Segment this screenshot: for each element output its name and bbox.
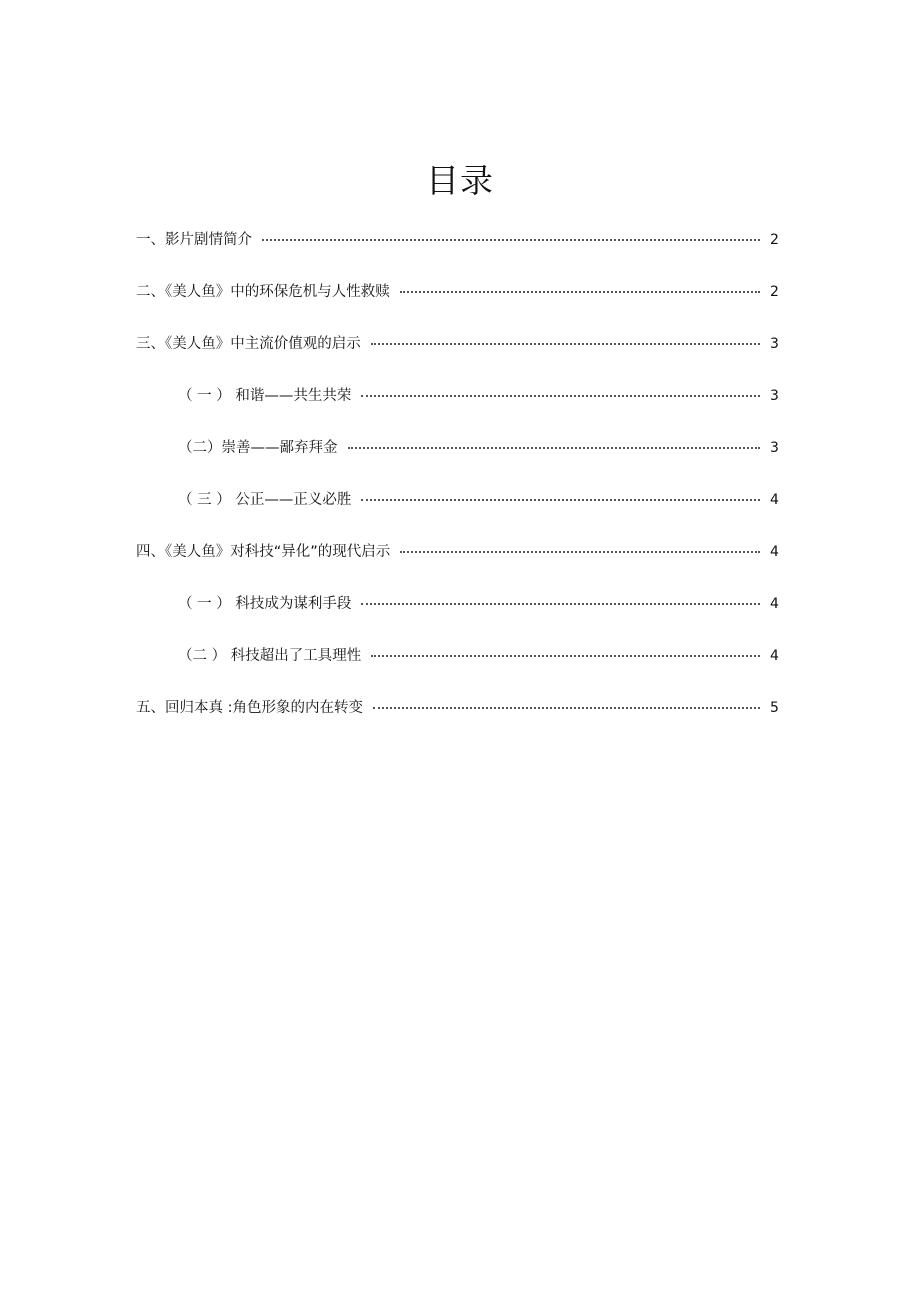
toc-leader-dots	[361, 485, 760, 501]
toc-subentry[interactable]	[136, 434, 778, 486]
toc-entry-text: （ 一 ） 和谐——共生共荣	[178, 388, 352, 404]
toc-page-number: 2	[770, 284, 779, 300]
toc-page-number: 3	[770, 336, 779, 352]
toc-page-number: 5	[770, 700, 779, 716]
toc-page-number: 4	[770, 492, 779, 508]
toc-entry[interactable]	[136, 330, 778, 382]
toc-page-number: 4	[770, 596, 779, 612]
toc-entry[interactable]	[136, 538, 778, 590]
toc-leader-dots	[400, 537, 760, 553]
toc-entry-text: （二）崇善——鄙弃拜金	[178, 440, 338, 456]
toc-entry-text: 二、《美人鱼》中的环保危机与人性救赎	[136, 284, 390, 300]
toc-entry-text: 四、《美人鱼》对科技“异化”的现代启示	[136, 544, 391, 560]
toc-leader-dots	[348, 433, 761, 449]
toc-entry-text: 三、《美人鱼》中主流价值观的启示	[136, 336, 361, 352]
toc-leader-dots	[371, 329, 760, 345]
toc-page-number: 4	[770, 648, 779, 664]
toc-page-number: 3	[770, 440, 779, 456]
toc-entry-text: 五、回归本真 :角色形象的内在转变	[136, 700, 363, 716]
toc-entry-text: （二 ） 科技超出了工具理性	[178, 648, 362, 664]
toc-entry-text: 一、影片剧情简介	[136, 232, 252, 248]
toc-subentry[interactable]	[136, 486, 778, 538]
toc-entry-text: （ 三 ） 公正——正义必胜	[178, 492, 352, 508]
table-of-contents	[136, 226, 778, 746]
toc-leader-dots	[400, 277, 760, 293]
toc-entry[interactable]	[136, 694, 778, 746]
toc-page-number: 4	[770, 544, 779, 560]
toc-entry-text: （ 一 ） 科技成为谋利手段	[178, 596, 352, 612]
toc-subentry[interactable]	[136, 590, 778, 642]
toc-leader-dots	[373, 693, 760, 709]
toc-entry[interactable]	[136, 278, 778, 330]
toc-subentry[interactable]	[136, 642, 778, 694]
toc-page-number: 3	[770, 388, 779, 404]
toc-entry[interactable]	[136, 226, 778, 278]
toc-leader-dots	[262, 225, 760, 241]
toc-page-number: 2	[770, 232, 779, 248]
toc-leader-dots	[361, 589, 760, 605]
toc-leader-dots	[361, 381, 760, 397]
toc-leader-dots	[371, 641, 760, 657]
toc-subentry[interactable]	[136, 382, 778, 434]
page-title: 目录	[426, 161, 494, 200]
